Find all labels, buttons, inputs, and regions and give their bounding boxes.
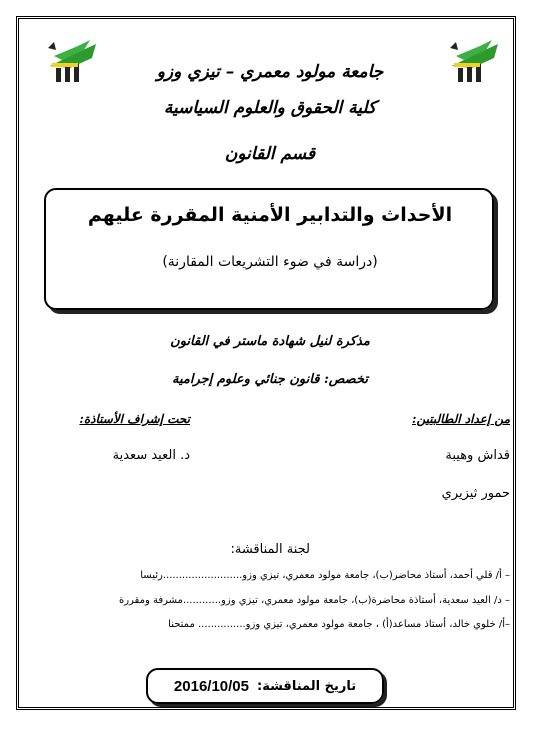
defense-date-value: 2016/10/05 [173, 677, 249, 695]
department-name: قسم القانون [224, 144, 316, 164]
supervisor-name: د. العيد سعدية [112, 448, 190, 463]
prepared-by-label: من إعداد الطالبتين: [412, 412, 510, 426]
thesis-title: الأحداث والتدابير الأمنية المقررة عليهم [87, 204, 453, 226]
university-name: جامعة مولود معمري – تيزي وزو [156, 62, 384, 82]
thesis-subtitle: (دراسة في ضوء التشريعات المقارنة) [162, 254, 378, 270]
degree-line: مذكرة لنيل شهادة ماستر في القانون [170, 334, 370, 349]
defense-date-label: تاريخ المناقشة: [257, 678, 357, 694]
defense-date-box [146, 668, 384, 704]
supervised-by-label: تحت إشراف الأستاذة: [79, 412, 190, 426]
committee-label: لجنة المناقشة: [230, 542, 310, 557]
faculty-name: كلية الحقوق والعلوم السياسية [163, 98, 377, 118]
committee-member: –أ/ خلوي خالد، أستاذ مساعد(أ) ، جامعة مولود معمري، تيزي وزو............... ممتحنا [168, 619, 510, 630]
student-name: قداش وهيبة [445, 448, 510, 463]
student-name: حمور ثيزيري [441, 486, 510, 501]
specialization-line: تخصص: قانون جنائي وعلوم إجرامية [172, 372, 368, 387]
committee-member: – د/ العيد سعدية، أستاذة محاضرة(ب)، جامعة مولود معمري، تيزي وزو............مشرفة ومقررة [118, 595, 510, 606]
committee-member: – أ/ قلي أحمد، أستاذ محاضر(ب)، جامعة مولود معمري، تيزي وزو.........................رئيسا [140, 570, 510, 581]
